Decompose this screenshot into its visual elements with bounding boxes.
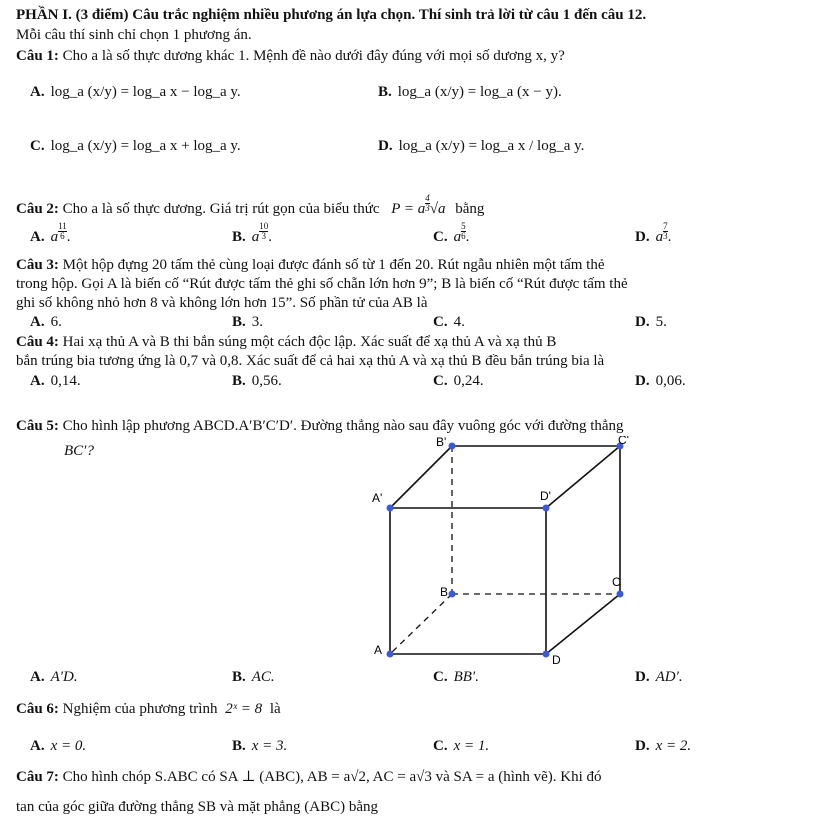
q3-label: Câu 3: [16,257,59,273]
q1-option-b[interactable] [378,83,562,101]
q6-option-b[interactable] [232,737,287,755]
q5-line-1: Cho hình lập phương ABCD.A′B′C′D′. Đường thẳng nào sau đây vuông góc với đường thẳng [62,418,624,434]
q4-option-c[interactable] [433,372,484,390]
q1-text: Cho a là số thực dương khác 1. Mệnh đề nào dưới đây đúng với mọi số dương x, y? [62,48,565,64]
question-7-line-1 [16,768,602,786]
q5-option-b[interactable] [232,668,275,686]
q1-option-c-key: C. [30,138,45,154]
q5-option-c-text: BB′. [453,669,479,685]
q3-option-b[interactable] [232,313,263,331]
q2-text: Cho a là số thực dương. Giá trị rút gọn của biểu thức [62,201,380,217]
cube-figure [350,436,640,668]
q6-text: Nghiệm của phương trình [62,701,218,717]
q6-equation: 2ˣ = 8 [225,701,263,717]
q2-option-c[interactable]: C. a $\frac{5}{6}$ . [433,221,470,245]
q3-option-a-text: 6. [50,314,62,330]
section-heading: PHẦN I. (3 điểm) Câu trắc nghiệm nhiều phương án lựa chọn. Thí sinh trả lời từ câu 1 đến câu 12. [16,7,647,23]
q2-option-a[interactable]: A. a $\frac{11}{6}$ . [30,221,71,245]
q3-option-a[interactable] [30,313,62,331]
edge-bp-ap [390,446,452,508]
q6-option-a[interactable] [30,737,86,755]
q5-option-a-key: A. [30,669,45,685]
q4-option-a-key: A. [30,373,45,389]
q6-option-a-key: A. [30,738,45,754]
question-3-line-1 [16,256,605,274]
vertex-b-label: B [440,585,449,599]
vertex-ap-dot [387,505,394,512]
q1-option-b-text: log_a (x/y) = log_a (x − y). [397,84,562,100]
vertex-a-label: A [374,643,383,657]
q3-option-c-text: 4. [453,314,465,330]
q6-option-b-key: B. [232,738,246,754]
q6-option-d[interactable] [635,737,691,755]
q3-option-b-text: 3. [251,314,264,330]
q3-option-a-key: A. [30,314,45,330]
q5-option-c[interactable] [433,668,479,686]
q3-option-c[interactable] [433,313,465,331]
question-4-line-2: bắn trúng bia tương ứng là 0,7 và 0,8. Xác suất để cả hai xạ thủ A và xạ thủ B đều bắn trúng bia là [16,353,605,369]
q5-option-b-key: B. [232,669,246,685]
question-3-line-3: ghi số không nhỏ hơn 8 và không lớn hơn 15”. Số phần tử của AB là [16,295,428,311]
q5-option-d[interactable] [635,668,683,686]
q4-line-1: Hai xạ thủ A và B thi bắn súng một cách độc lập. Xác suất để xạ thủ A và xạ thủ B [62,334,557,350]
vertex-dp-label: D' [540,489,551,503]
q4-option-a[interactable] [30,372,81,390]
q2-option-d[interactable]: D. a $\frac{7}{3}$ . [635,221,672,245]
q2-option-c-key: C. [433,229,448,245]
q2-option-d-den: 3 [663,231,668,241]
q1-option-a[interactable] [30,83,241,101]
q4-option-c-key: C. [433,373,448,389]
q2-label: Câu 2: [16,201,59,217]
question-5-line-1 [16,417,624,435]
q5-option-b-text: AC. [251,669,275,685]
q7-label: Câu 7: [16,769,59,785]
q4-option-a-text: 0,14. [50,373,81,389]
vertex-d-dot [543,651,550,658]
q5-option-d-text: AD′. [655,669,683,685]
q6-option-c[interactable] [433,737,489,755]
question-6 [16,700,281,718]
q5-option-a-text: A′D. [50,669,78,685]
q2-option-b-key: B. [232,229,246,245]
q3-option-b-key: B. [232,314,246,330]
q2-option-d-key: D. [635,229,650,245]
q4-option-d-text: 0,06. [655,373,686,389]
q6-label: Câu 6: [16,701,59,717]
q4-option-c-text: 0,24. [453,373,484,389]
q1-option-c[interactable] [30,137,241,155]
q2-option-a-num: 11 [58,221,67,231]
q2-option-a-key: A. [30,229,45,245]
q6-option-c-text: x = 1. [453,738,490,754]
question-3-line-2: trong hộp. Gọi A là biến cố “Rút được tấm thẻ ghi số chẵn lớn hơn 9”; B là biến cố “Rút được tấm thẻ [16,276,628,292]
section-note: Mỗi câu thí sinh chỉ chọn 1 phương án. [16,27,252,43]
vertex-a-dot [387,651,394,658]
question-7-line-2: tan của góc giữa đường thẳng SB và mặt phẳng (ABC) bằng [16,799,379,815]
vertex-bp-dot [449,443,456,450]
q1-option-b-key: B. [378,84,392,100]
question-4-line-1 [16,333,556,351]
q4-label: Câu 4: [16,334,59,350]
edge-cp-dp [546,446,620,508]
q1-option-d-key: D. [378,138,393,154]
vertex-bp-label: B' [436,436,447,449]
q6-end: là [269,701,281,717]
q6-option-b-text: x = 3. [251,738,288,754]
q2-option-a-den: 6 [60,231,65,241]
q6-option-d-key: D. [635,738,650,754]
q1-option-c-text: log_a (x/y) = log_a x + log_a y. [50,138,241,154]
q4-option-b-key: B. [232,373,246,389]
q2-option-c-den: 6 [461,231,466,241]
q5-option-d-key: D. [635,669,650,685]
q3-line-1: Một hộp đựng 20 tấm thẻ cùng loại được đánh số từ 1 đến 20. Rút ngẫu nhiên một tấm thẻ [62,257,605,273]
q7-line-1: Cho hình chóp S.ABC có SA ⊥ (ABC), AB = a√2, AC = a√3 và SA = a (hình vẽ). Khi đó [62,769,602,785]
q4-option-b-text: 0,56. [251,373,282,389]
vertex-c-dot [617,591,624,598]
q2-option-b[interactable]: B. a $\frac{10}{3}$ . [232,221,273,245]
q6-option-d-text: x = 2. [655,738,692,754]
q1-option-a-key: A. [30,84,45,100]
q6-option-a-text: x = 0. [50,738,87,754]
q1-option-d-text: log_a (x/y) = log_a x / log_a y. [398,138,585,154]
vertex-c-label: C [612,575,621,589]
q6-option-c-key: C. [433,738,448,754]
q2-option-b-den: 3 [261,231,267,241]
vertex-d-label: D [552,653,561,667]
q3-option-c-key: C. [433,314,448,330]
question-2 [16,193,485,218]
q2-expr-end: bằng [455,201,485,217]
q5-option-c-key: C. [433,669,448,685]
q1-option-d[interactable] [378,137,584,155]
edge-d-c [546,594,620,654]
edge-b-a [390,594,452,654]
q4-option-d-key: D. [635,373,650,389]
q1-option-a-text: log_a (x/y) = log_a x − log_a y. [50,84,241,100]
q3-option-d-key: D. [635,314,650,330]
q4-option-b[interactable] [232,372,282,390]
q1-label: Câu 1: [16,48,59,64]
vertex-dp-dot [543,505,550,512]
q2-option-b-num: 10 [259,221,269,231]
q2-option-c-num: 5 [461,221,466,231]
q3-option-d[interactable] [635,313,667,331]
vertex-ap-label: A' [372,491,383,505]
q3-option-d-text: 5. [655,314,667,330]
q5-option-a[interactable] [30,668,78,686]
vertex-cp-label: C' [618,436,629,447]
q5-label: Câu 5: [16,418,59,434]
q2-expression: P = a $\frac{4}{3}$ √a [391,193,446,217]
vertex-b-dot [449,591,456,598]
question-1 [16,47,565,65]
q2-option-d-num: 7 [663,221,668,231]
question-5-line-2: BC′? [64,443,94,459]
q4-option-d[interactable] [635,372,686,390]
